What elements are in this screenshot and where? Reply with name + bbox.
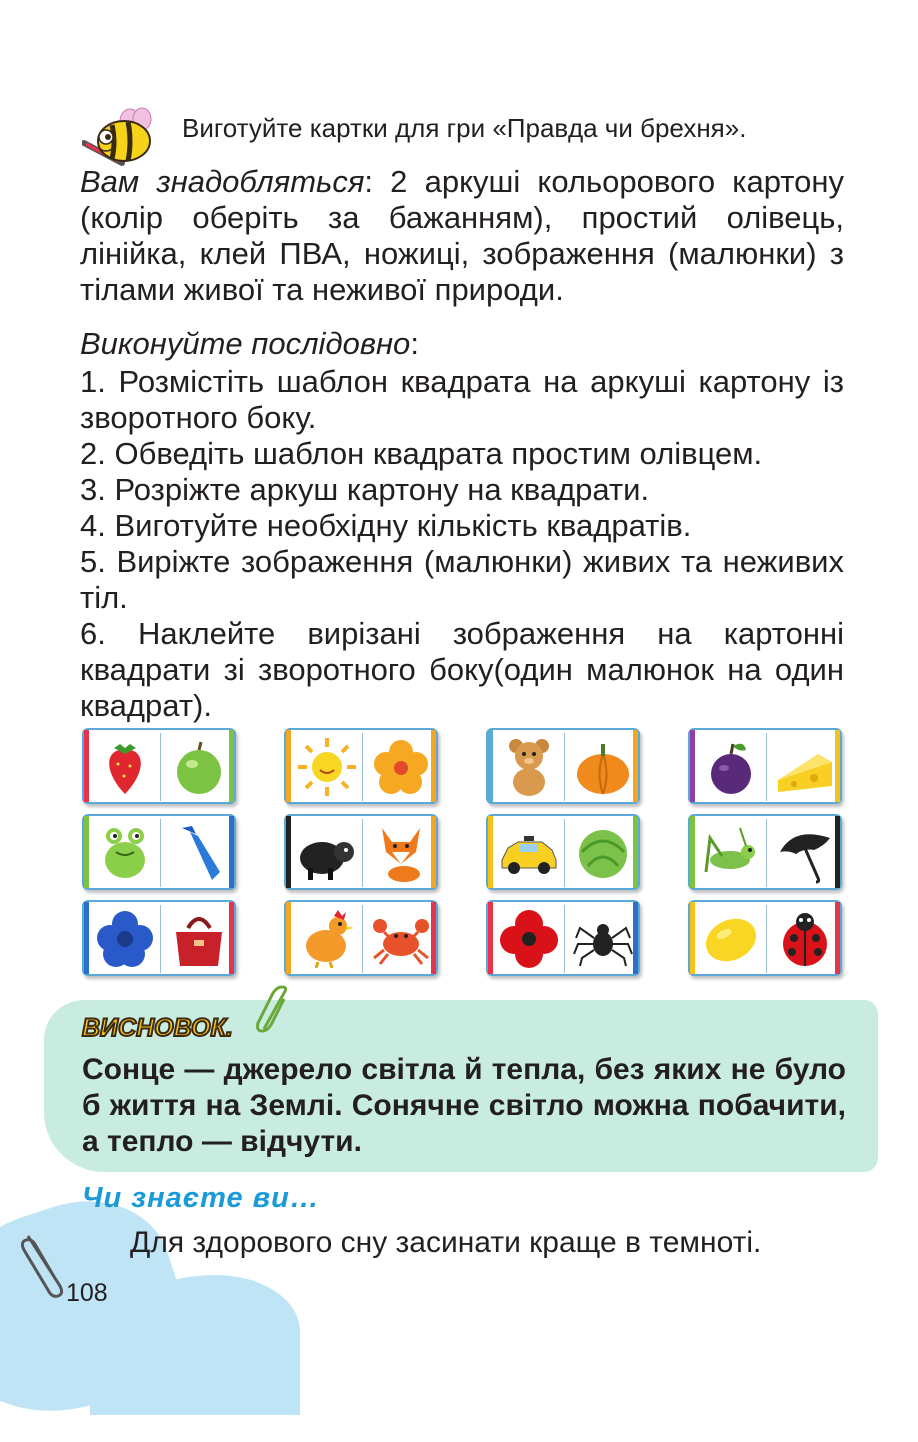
step-item: 5. Виріжте зображення (малюнки) живих та неживих тіл.	[80, 544, 844, 615]
card-stripe	[229, 816, 234, 888]
did-you-know-title: Чи знаєте ви…	[82, 1182, 320, 1214]
steps-list	[80, 364, 844, 724]
step-item: 4. Виготуйте необхідну кількість квадратів.	[80, 508, 692, 543]
teddy-bear-icon	[498, 736, 560, 798]
materials-text: : 2 аркуші кольорового картону (колір оберіть за бажанням), простий олівець, лінійка, клей ПВА, ножиці, зображення (малюнки) з тілами живої та неживої природи.	[80, 164, 844, 307]
step-item: 1. Розмістіть шаблон квадрата на аркуші картону із зворотного боку.	[80, 364, 844, 435]
card-stripe	[431, 902, 436, 974]
flower-icon	[370, 736, 432, 798]
fox-icon	[370, 822, 432, 884]
taxi-icon	[498, 822, 560, 884]
card-stripe	[431, 730, 436, 802]
picture-card	[688, 900, 842, 976]
lemon-icon	[700, 908, 762, 970]
picture-card	[486, 900, 640, 976]
bee-with-pencil-icon	[82, 105, 162, 169]
card-stripe	[431, 816, 436, 888]
cheese-icon	[774, 736, 836, 798]
picture-card	[688, 814, 842, 890]
materials-paragraph	[80, 164, 844, 308]
blue-flower-icon	[94, 908, 156, 970]
hen-icon	[296, 908, 358, 970]
materials-label: Вам знадобляться	[80, 164, 365, 199]
card-stripe	[84, 816, 89, 888]
card-stripe	[633, 902, 638, 974]
step-item: 6. Наклейте вирізані зображення на картонні квадрати зі зворотного боку(один малюнок на один квадрат).	[80, 616, 844, 723]
picture-card	[688, 728, 842, 804]
card-stripe	[84, 902, 89, 974]
card-stripe	[835, 730, 840, 802]
task-text: Виготуйте картки для гри «Правда чи брехня».	[182, 113, 747, 143]
conclusion-text: Сонце — джерело світла й тепла, без яких не було б життя на Землі. Сонячне світло можна побачити, а тепло — відчути.	[82, 1053, 846, 1158]
steps-heading-label: Виконуйте послідовно	[80, 326, 411, 361]
poppy-icon	[498, 908, 560, 970]
cabbage-icon	[572, 822, 634, 884]
steps-heading-suffix: :	[410, 326, 419, 361]
conclusion-title: ВИСНОВОК.	[82, 1014, 233, 1042]
picture-card	[486, 814, 640, 890]
plum-icon	[700, 736, 762, 798]
card-stripe	[488, 902, 493, 974]
card-stripe	[633, 730, 638, 802]
task-line	[82, 105, 852, 153]
card-stripe	[488, 816, 493, 888]
step-item: 3. Розріжте аркуш картону на квадрати.	[80, 472, 650, 507]
steps-heading	[80, 326, 419, 362]
picture-card	[82, 814, 236, 890]
sheep-icon	[296, 822, 358, 884]
sun-icon	[296, 736, 358, 798]
card-stripe	[633, 816, 638, 888]
card-stripe	[690, 902, 695, 974]
crab-icon	[370, 908, 432, 970]
tie-icon	[168, 822, 230, 884]
paperclip-icon	[20, 1230, 70, 1300]
picture-card	[284, 900, 438, 976]
picture-card	[82, 728, 236, 804]
strawberry-icon	[94, 736, 156, 798]
picture-card	[284, 728, 438, 804]
grasshopper-icon	[700, 822, 762, 884]
ladybug-icon	[774, 908, 836, 970]
card-stripe	[84, 730, 89, 802]
card-grid	[82, 728, 842, 976]
card-stripe	[690, 816, 695, 888]
card-stripe	[488, 730, 493, 802]
apple-icon	[168, 736, 230, 798]
handbag-icon	[168, 908, 230, 970]
spider-icon	[572, 908, 634, 970]
card-stripe	[229, 730, 234, 802]
picture-card	[284, 814, 438, 890]
frog-icon	[94, 822, 156, 884]
paperclip-icon	[254, 985, 294, 1035]
step-item: 2. Обведіть шаблон квадрата простим олівцем.	[80, 436, 763, 471]
picture-card	[486, 728, 640, 804]
page-number: 108	[66, 1279, 108, 1307]
card-stripe	[229, 902, 234, 974]
card-stripe	[690, 730, 695, 802]
card-stripe	[286, 902, 291, 974]
card-stripe	[286, 816, 291, 888]
umbrella-icon	[774, 822, 836, 884]
card-stripe	[286, 730, 291, 802]
pumpkin-icon	[572, 736, 634, 798]
card-stripe	[835, 902, 840, 974]
did-you-know-text: Для здорового сну засинати краще в темноті.	[130, 1226, 762, 1259]
picture-card	[82, 900, 236, 976]
card-stripe	[835, 816, 840, 888]
